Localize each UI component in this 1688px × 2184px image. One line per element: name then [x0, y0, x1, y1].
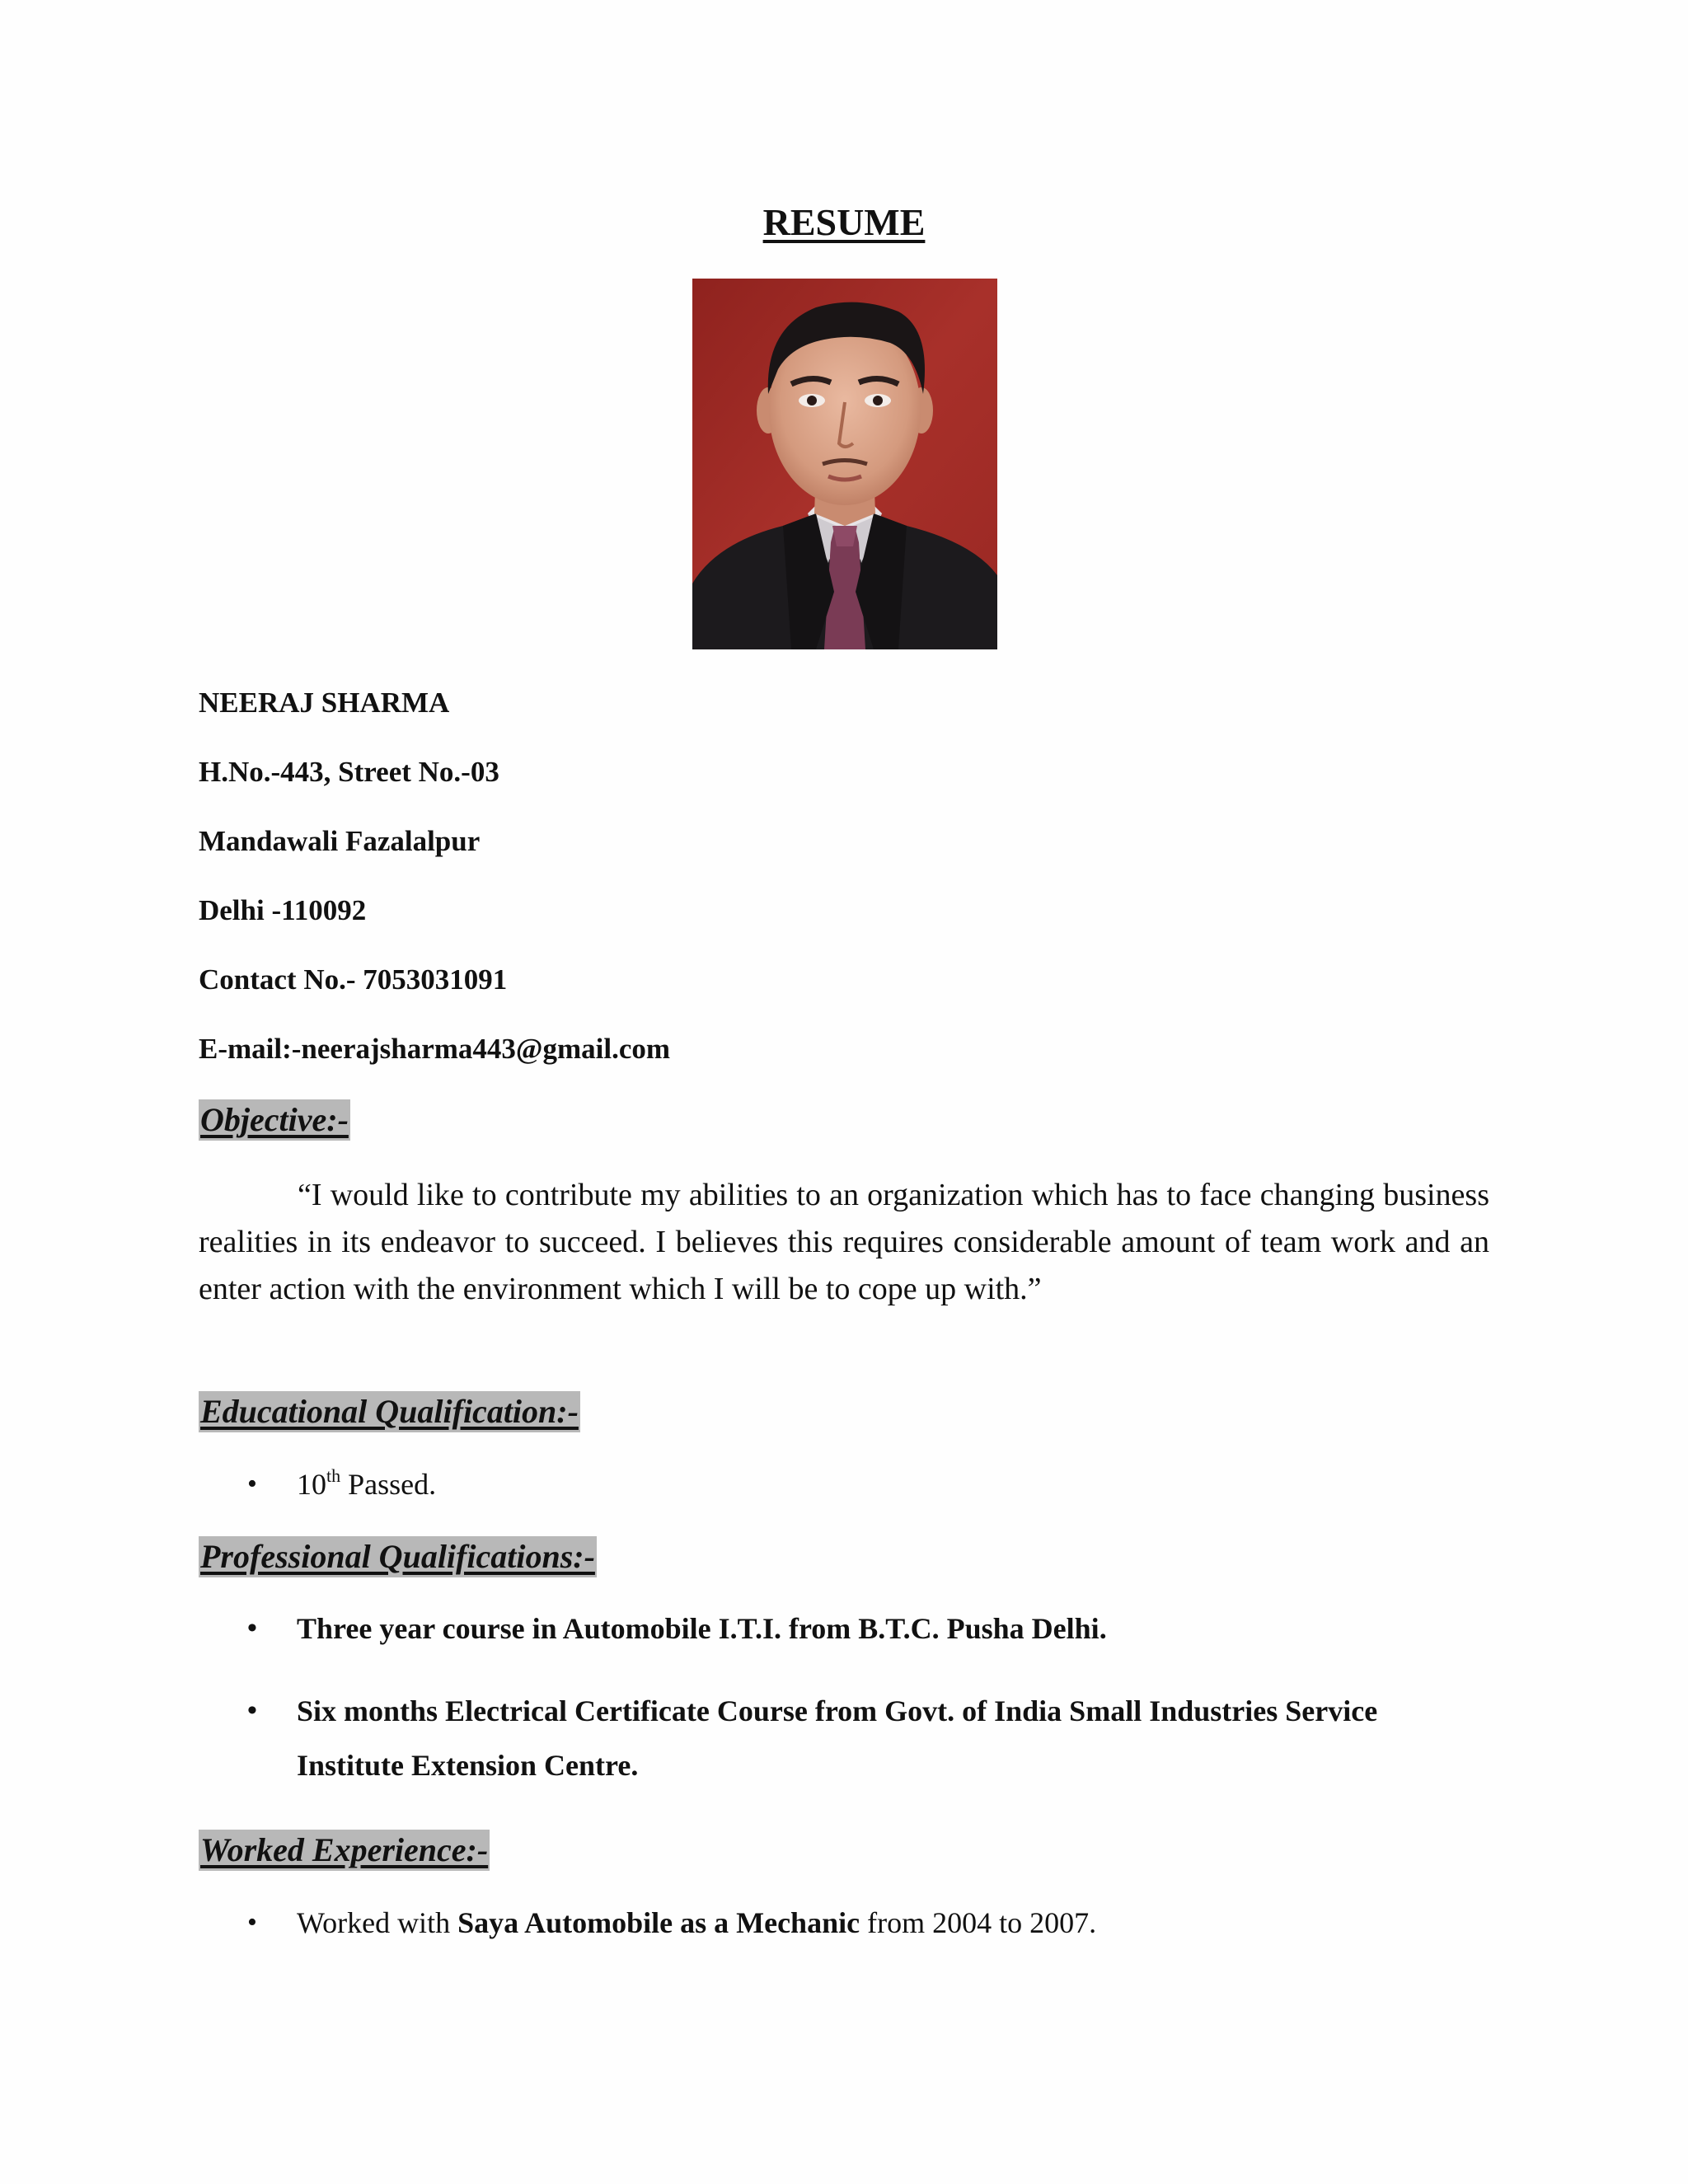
objective-text: “I would like to contribute my abilities to an organization which has to face changing business realities in its endeavor to succeed. I believes this requires considerable amount of team work and an enter action with the environment which I will be to cope up with.”	[199, 1178, 1489, 1306]
bullet-icon: •	[247, 1613, 257, 1643]
objective-heading-text: Objective:-	[200, 1101, 349, 1138]
passport-photo	[692, 279, 997, 649]
professional-item-text: Six months Electrical Certificate Course from Govt. of India Small Industries Service Institute Extension Centre.	[297, 1694, 1378, 1782]
education-heading-text: Educational Qualification:-	[200, 1393, 579, 1430]
professional-item-text: Three year course in Automobile I.T.I. from B.T.C. Pusha Delhi.	[297, 1612, 1107, 1645]
address-city: Delhi -110092	[199, 894, 367, 926]
professional-heading	[199, 1536, 597, 1577]
experience-item	[247, 1896, 1492, 1950]
bullet-icon: •	[247, 1695, 257, 1726]
objective-paragraph	[199, 1172, 1489, 1313]
education-number: 10	[297, 1468, 326, 1501]
contact-email: E-mail:-neerajsharma443@gmail.com	[199, 1033, 671, 1065]
education-superscript: th	[326, 1465, 341, 1486]
experience-employer: Saya Automobile as a Mechanic	[457, 1906, 860, 1939]
bullet-icon: •	[247, 1469, 257, 1499]
address-line-2: Mandawali Fazalalpur	[199, 825, 481, 857]
contact-name: NEERAJ SHARMA	[199, 687, 450, 719]
education-heading	[199, 1391, 580, 1432]
professional-item	[247, 1601, 1492, 1656]
education-item-text	[297, 1457, 1492, 1511]
resume-title-text: RESUME	[762, 201, 926, 243]
professional-heading-text: Professional Qualifications:-	[200, 1538, 595, 1575]
experience-heading-text: Worked Experience:-	[200, 1831, 489, 1868]
resume-title	[0, 198, 1688, 247]
experience-prefix: Worked with	[297, 1906, 458, 1939]
contact-phone: Contact No.- 7053031091	[199, 963, 508, 996]
objective-heading	[199, 1099, 350, 1141]
bullet-icon: •	[247, 1907, 257, 1938]
experience-heading	[199, 1830, 490, 1871]
education-rest: Passed.	[340, 1468, 437, 1501]
address-line-1: H.No.-443, Street No.-03	[199, 756, 499, 788]
professional-item	[247, 1684, 1492, 1793]
experience-suffix: from 2004 to 2007.	[860, 1906, 1097, 1939]
portrait-image	[692, 279, 997, 649]
education-item	[247, 1457, 1492, 1511]
experience-item-text	[297, 1896, 1492, 1950]
